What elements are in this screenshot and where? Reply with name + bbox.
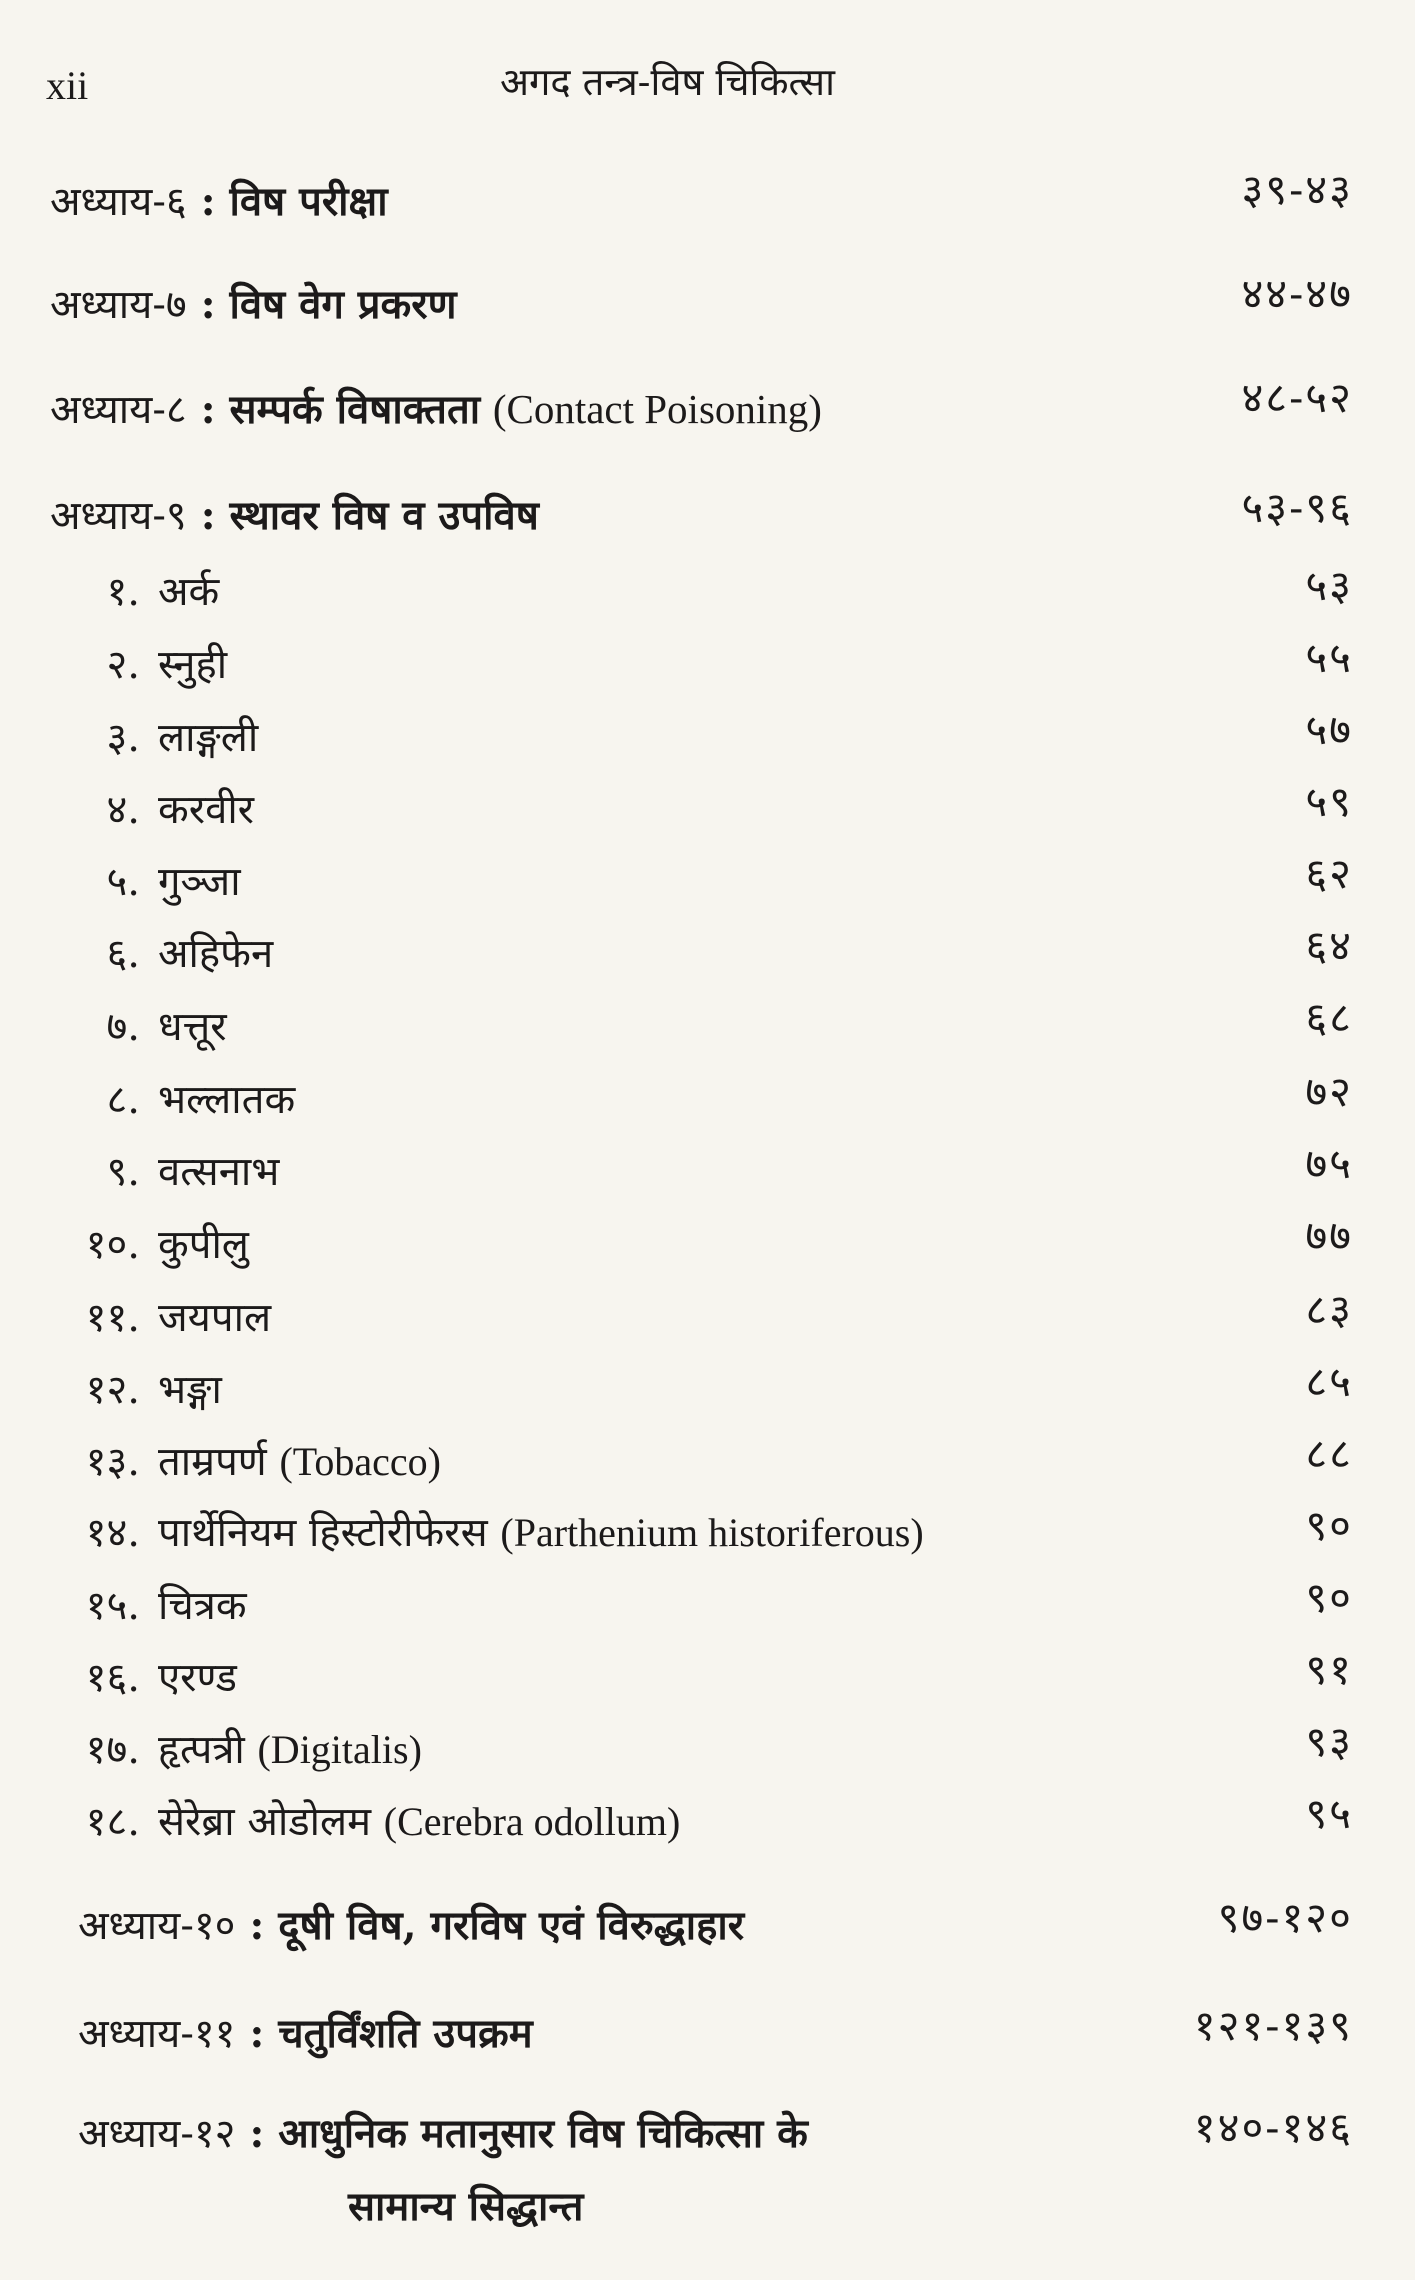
- item-page: ६८: [1305, 993, 1353, 1042]
- chapter-separator: :: [200, 386, 216, 433]
- item-number: ८.: [106, 1077, 140, 1123]
- item-page: ८८: [1305, 1429, 1353, 1478]
- chapter-separator: :: [249, 2110, 265, 2157]
- chapter-title: चतुर्विंशति उपक्रम: [278, 2010, 533, 2057]
- item-number: ५.: [106, 859, 140, 905]
- list-item: [62, 1720, 422, 1775]
- item-page: ९५: [1305, 1789, 1353, 1838]
- item-number: १५.: [85, 1583, 140, 1629]
- chapter-separator: :: [249, 1902, 265, 1949]
- item-name: अर्क: [158, 569, 220, 615]
- chapter-pages: ९७-१२०: [1217, 1893, 1353, 1942]
- item-page: ९०: [1305, 1501, 1353, 1550]
- item-name: चित्रक: [158, 1583, 247, 1629]
- item-number: ९.: [106, 1149, 140, 1195]
- item-number: १४.: [85, 1510, 140, 1556]
- item-number: १६.: [85, 1655, 140, 1701]
- chapter-entry: [50, 172, 388, 227]
- list-item: [62, 1070, 295, 1125]
- item-page: ७७: [1305, 1211, 1353, 1260]
- item-name: कुपीलु: [158, 1222, 249, 1268]
- chapter-entry: [78, 2004, 533, 2059]
- list-item: [62, 1360, 222, 1415]
- item-name: पार्थेनियम हिस्टोरीफेरस: [158, 1510, 488, 1556]
- item-page: ५५: [1305, 633, 1353, 682]
- chapter-separator: :: [200, 492, 216, 539]
- list-item: [62, 780, 254, 835]
- item-number: २.: [106, 642, 140, 688]
- chapter-separator: :: [249, 2010, 265, 2057]
- chapter-entry: [78, 2104, 808, 2232]
- item-name: सेरेब्रा ओडोलम: [158, 1799, 372, 1845]
- item-name: स्नुही: [158, 642, 228, 688]
- chapter-title: दूषी विष, गरविष एवं विरुद्धाहार: [278, 1902, 745, 1949]
- list-item: [62, 562, 219, 617]
- chapter-entry: [50, 486, 539, 541]
- list-item: [62, 997, 227, 1052]
- chapter-separator: :: [200, 178, 216, 225]
- chapter-label: अध्याय-१२: [78, 2111, 236, 2157]
- item-page: ५९: [1305, 777, 1353, 826]
- chapter-label: अध्याय-९: [50, 493, 187, 539]
- chapter-pages: ३९-४३: [1241, 165, 1353, 214]
- item-page: ५७: [1305, 705, 1353, 754]
- chapter-title: विष वेग प्रकरण: [229, 281, 457, 328]
- item-name: जयपाल: [158, 1295, 272, 1341]
- page-number: xii: [46, 63, 89, 108]
- item-page: ६२: [1305, 849, 1353, 898]
- item-english-name: (Parthenium historiferous): [500, 1510, 924, 1555]
- item-number: १८.: [85, 1799, 140, 1845]
- chapter-pages: १२१-१३९: [1193, 2001, 1353, 2050]
- item-name: भल्लातक: [158, 1077, 296, 1123]
- item-name: गुञ्जा: [158, 859, 241, 905]
- item-number: ३.: [106, 715, 140, 761]
- item-page: ८५: [1305, 1357, 1353, 1406]
- chapter-title: आधुनिक मतानुसार विष चिकित्सा के: [278, 2110, 808, 2157]
- item-number: १७.: [85, 1727, 140, 1773]
- item-page: ५३: [1305, 561, 1353, 610]
- running-title: अगद तन्त्र-विष चिकित्सा: [500, 60, 835, 104]
- item-page: ६४: [1305, 921, 1353, 970]
- list-item: [62, 1576, 247, 1631]
- chapter-title-continued: सामान्य सिद्धान्त: [348, 2183, 584, 2230]
- item-name: लाङ्गली: [158, 715, 259, 761]
- item-number: १.: [106, 569, 140, 615]
- item-name: भङ्गा: [158, 1367, 222, 1413]
- chapter-pages: ५३-९६: [1241, 483, 1353, 532]
- item-page: ७२: [1305, 1067, 1353, 1116]
- item-number: ७.: [106, 1004, 140, 1050]
- chapter-label: अध्याय-८: [50, 387, 187, 433]
- list-item: [62, 1215, 249, 1270]
- item-page: ९३: [1305, 1717, 1353, 1766]
- chapter-label: अध्याय-११: [78, 2011, 236, 2057]
- item-number: ४.: [106, 787, 140, 833]
- list-item: [62, 1142, 279, 1197]
- chapter-english-title: (Contact Poisoning): [492, 386, 822, 432]
- item-number: ११.: [85, 1295, 140, 1341]
- list-item: [62, 1432, 441, 1487]
- item-name: वत्सनाभ: [158, 1149, 280, 1195]
- list-item: [62, 1288, 271, 1343]
- chapter-title: स्थावर विष व उपविष: [229, 492, 539, 539]
- item-name: ताम्रपर्ण: [158, 1439, 267, 1485]
- list-item: [62, 1503, 924, 1558]
- item-number: १०.: [85, 1222, 140, 1268]
- item-page: ७५: [1305, 1139, 1353, 1188]
- chapter-pages: १४०-१४६: [1193, 2103, 1353, 2152]
- item-page: ८३: [1305, 1285, 1353, 1334]
- chapter-entry: [50, 275, 457, 330]
- chapter-title: विष परीक्षा: [229, 178, 388, 225]
- chapter-label: अध्याय-६: [50, 179, 187, 225]
- chapter-separator: :: [200, 281, 216, 328]
- list-item: [62, 1792, 680, 1847]
- item-name: हृत्पत्री: [158, 1727, 245, 1773]
- chapter-title: सम्पर्क विषाक्तता: [229, 386, 481, 433]
- item-name: एरण्ड: [158, 1655, 237, 1701]
- item-page: ९०: [1305, 1573, 1353, 1622]
- item-number: १२.: [85, 1367, 140, 1413]
- item-name: करवीर: [158, 787, 255, 833]
- item-english-name: (Tobacco): [279, 1439, 441, 1484]
- chapter-label: अध्याय-१०: [78, 1903, 236, 1949]
- list-item: [62, 1648, 237, 1703]
- list-item: [62, 852, 241, 907]
- chapter-label: अध्याय-७: [50, 282, 187, 328]
- chapter-entry: [50, 380, 822, 435]
- item-number: ६.: [106, 931, 140, 977]
- item-page: ९१: [1305, 1645, 1353, 1694]
- item-english-name: (Digitalis): [257, 1727, 422, 1772]
- chapter-pages: ४४-४७: [1241, 269, 1353, 318]
- item-english-name: (Cerebra odollum): [383, 1799, 681, 1844]
- item-name: धत्तूर: [158, 1004, 227, 1050]
- chapter-pages: ४८-५२: [1241, 373, 1353, 422]
- list-item: [62, 635, 227, 690]
- list-item: [62, 708, 258, 763]
- chapter-entry: [78, 1896, 744, 1951]
- item-number: १३.: [85, 1439, 140, 1485]
- item-name: अहिफेन: [158, 931, 274, 977]
- list-item: [62, 924, 273, 979]
